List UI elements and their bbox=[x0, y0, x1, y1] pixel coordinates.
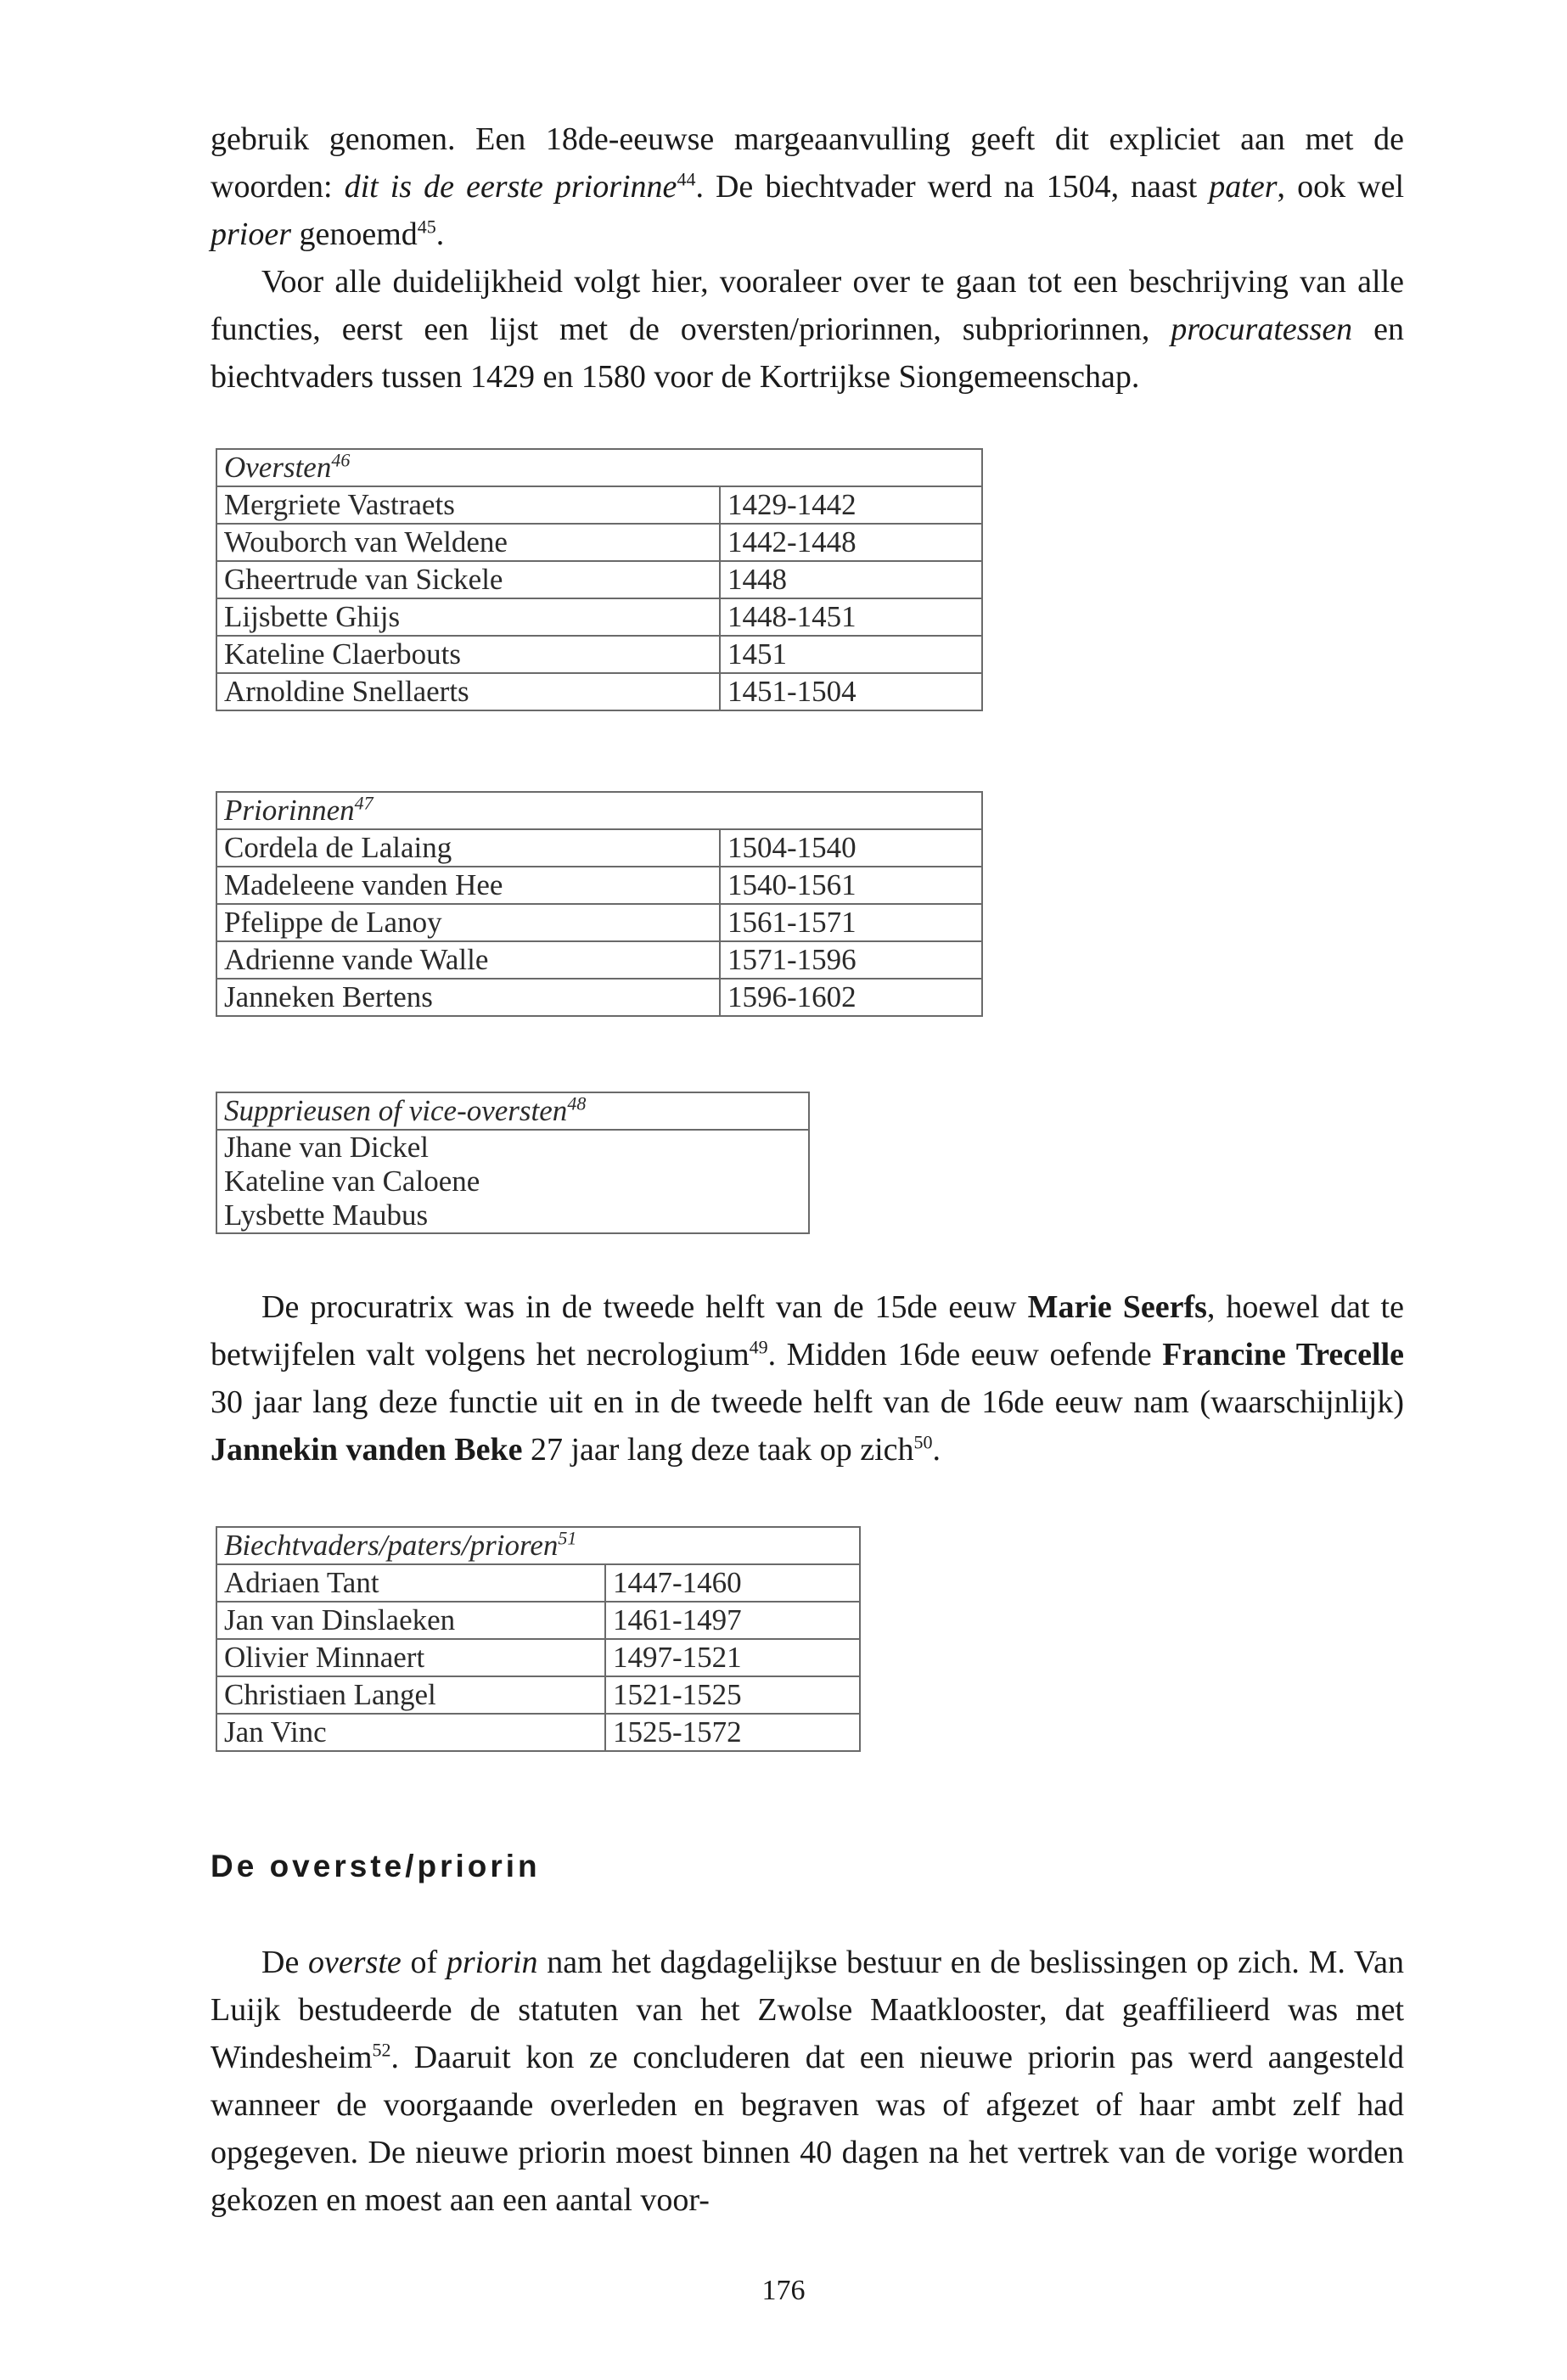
table-header-row bbox=[216, 449, 982, 486]
text: of bbox=[401, 1945, 447, 1980]
text: . De biechtvader werd na 1504, naast bbox=[695, 169, 1210, 205]
footnote-ref[interactable]: 48 bbox=[567, 1092, 587, 1114]
table-priorinnen bbox=[216, 791, 983, 1017]
name-cell: Wouborch van Weldene bbox=[216, 524, 720, 561]
name-cell: Kateline van Caloene bbox=[216, 1165, 809, 1198]
text: , ook wel bbox=[1277, 169, 1404, 205]
table-title: Supprieusen of vice-oversten$^{48}$ bbox=[216, 1092, 809, 1130]
italic-quote: dit is de eerste priorinne bbox=[344, 169, 677, 205]
bold-name: Francine Trecelle bbox=[1162, 1337, 1404, 1372]
years-cell: 1448 bbox=[720, 561, 982, 598]
text: nam het dagdagelijkse bestuur en de beslissingen op zich. M. Van Luijk bestudeerde de statuten van het Zwolse Maatklooster, dat geaffilieerd was met Windesheim bbox=[211, 1945, 1404, 2075]
name-cell: Jan van Dinslaeken bbox=[216, 1602, 605, 1639]
name-cell: Adriaen Tant bbox=[216, 1564, 605, 1602]
bold-name: Jannekin vanden Beke bbox=[211, 1432, 523, 1468]
text: , hoewel dat te betwijfelen valt volgens het necrologium bbox=[211, 1289, 1404, 1372]
years-cell: 1451-1504 bbox=[720, 673, 982, 710]
years-cell: 1497-1521 bbox=[605, 1639, 860, 1676]
name-cell: Olivier Minnaert bbox=[216, 1639, 605, 1676]
paragraph-3 bbox=[211, 1283, 1404, 1473]
table-supprieusen bbox=[216, 1092, 810, 1234]
name-cell: Janneken Bertens bbox=[216, 979, 720, 1016]
footnote-ref[interactable]: 51 bbox=[558, 1527, 577, 1549]
section-heading: De overste/priorin bbox=[211, 1849, 541, 1883]
text: genoemd bbox=[291, 216, 418, 252]
name-cell: Cordela de Lalaing bbox=[216, 829, 720, 867]
text: 27 jaar lang deze taak op zich bbox=[522, 1432, 914, 1468]
name-cell: Mergriete Vastraets bbox=[216, 486, 720, 524]
name-cell: Gheertrude van Sickele bbox=[216, 561, 720, 598]
table-row bbox=[216, 486, 982, 524]
table-row bbox=[216, 1676, 860, 1714]
name-cell: Adrienne vande Walle bbox=[216, 941, 720, 979]
name-cell: Lysbette Maubus bbox=[216, 1198, 809, 1233]
table-row bbox=[216, 636, 982, 673]
footnote-ref[interactable]: 46 bbox=[331, 449, 351, 471]
table-row bbox=[216, 1639, 860, 1676]
paragraph-1 bbox=[211, 115, 1404, 258]
paragraph-2 bbox=[211, 258, 1404, 401]
years-cell: 1451 bbox=[720, 636, 982, 673]
italic-term: procuratessen bbox=[1171, 312, 1353, 347]
name-cell: Christiaen Langel bbox=[216, 1676, 605, 1714]
text: . bbox=[435, 216, 445, 252]
years-cell: 1540-1561 bbox=[720, 867, 982, 904]
text: Voor alle duidelijkheid volgt hier, vooraleer over te gaan tot een beschrijving van alle functies, eerst een lijst met de oversten/priorinnen, subpriorinnen, bbox=[211, 264, 1404, 347]
table-row bbox=[216, 673, 982, 710]
table-biechtvaders bbox=[216, 1526, 861, 1752]
table-row bbox=[216, 1602, 860, 1639]
years-cell: 1461-1497 bbox=[605, 1602, 860, 1639]
table-row bbox=[216, 867, 982, 904]
page-number: 176 bbox=[761, 2275, 806, 2306]
name-cell: Kateline Claerbouts bbox=[216, 636, 720, 673]
table-row bbox=[216, 979, 982, 1016]
table-row bbox=[216, 829, 982, 867]
text: en biechtvaders tussen 1429 en 1580 voor de Kortrijkse Siongemeenschap. bbox=[211, 312, 1404, 395]
footnote-ref[interactable]: 52 bbox=[372, 2039, 391, 2061]
footnote-ref[interactable]: 44 bbox=[677, 168, 696, 190]
years-cell: 1448-1451 bbox=[720, 598, 982, 636]
years-cell: 1596-1602 bbox=[720, 979, 982, 1016]
table-row bbox=[216, 1198, 809, 1233]
table-row bbox=[216, 941, 982, 979]
years-cell: 1571-1596 bbox=[720, 941, 982, 979]
table-row bbox=[216, 1564, 860, 1602]
italic-term: pater bbox=[1209, 169, 1278, 205]
text: De bbox=[261, 1945, 309, 1980]
name-cell: Madeleene vanden Hee bbox=[216, 867, 720, 904]
years-cell: 1504-1540 bbox=[720, 829, 982, 867]
table-title: Oversten$^{46}$ bbox=[216, 449, 982, 486]
footnote-ref[interactable]: 47 bbox=[354, 792, 373, 814]
table-row bbox=[216, 1165, 809, 1198]
years-cell: 1525-1572 bbox=[605, 1714, 860, 1751]
text: . bbox=[932, 1432, 941, 1468]
table-row bbox=[216, 524, 982, 561]
table-title: Biechtvaders/paters/prioren$^{51}$ bbox=[216, 1527, 860, 1564]
table-row bbox=[216, 1130, 809, 1165]
name-cell: Lijsbette Ghijs bbox=[216, 598, 720, 636]
years-cell: 1521-1525 bbox=[605, 1676, 860, 1714]
table-row bbox=[216, 904, 982, 941]
years-cell: 1561-1571 bbox=[720, 904, 982, 941]
table-row bbox=[216, 598, 982, 636]
footnote-ref[interactable]: 45 bbox=[417, 216, 436, 238]
name-cell: Pfelippe de Lanoy bbox=[216, 904, 720, 941]
text: De procuratrix was in de tweede helft van de 15de eeuw bbox=[261, 1289, 1028, 1325]
italic-term: prioer bbox=[211, 216, 291, 252]
table-header-row bbox=[216, 1092, 809, 1130]
italic-term: overste bbox=[308, 1945, 402, 1980]
table-header-row bbox=[216, 1527, 860, 1564]
years-cell: 1429-1442 bbox=[720, 486, 982, 524]
text: gebruik genomen. Een 18de-eeuwse margeaanvulling geeft dit expliciet aan met de woorden: bbox=[211, 121, 1404, 205]
years-cell: 1447-1460 bbox=[605, 1564, 860, 1602]
text: . Midden 16de eeuw oefende bbox=[767, 1337, 1163, 1372]
table-row bbox=[216, 561, 982, 598]
footnote-ref[interactable]: 50 bbox=[913, 1431, 933, 1453]
table-header-row bbox=[216, 792, 982, 829]
italic-term: priorin bbox=[446, 1945, 538, 1980]
table-row bbox=[216, 1714, 860, 1751]
paragraph-4 bbox=[211, 1939, 1404, 2224]
text: . Daaruit kon ze concluderen dat een nieuwe priorin pas werd aangesteld wanneer de voorgaande overleden en begraven was of afgezet of haar ambt zelf had opgegeven. De nieuwe priorin moest binnen 40 dagen na het vertrek van de vorige worden gekozen en moest aan een aantal voor- bbox=[211, 2040, 1404, 2218]
bold-name: Marie Seerfs bbox=[1027, 1289, 1207, 1325]
text: 30 jaar lang deze functie uit en in de tweede helft van de 16de eeuw nam (waarschijnlijk) bbox=[211, 1384, 1404, 1420]
table-oversten bbox=[216, 448, 983, 711]
name-cell: Jan Vinc bbox=[216, 1714, 605, 1751]
footnote-ref[interactable]: 49 bbox=[749, 1336, 768, 1358]
name-cell: Arnoldine Snellaerts bbox=[216, 673, 720, 710]
table-title: Priorinnen$^{47}$ bbox=[216, 792, 982, 829]
name-cell: Jhane van Dickel bbox=[216, 1130, 809, 1165]
years-cell: 1442-1448 bbox=[720, 524, 982, 561]
